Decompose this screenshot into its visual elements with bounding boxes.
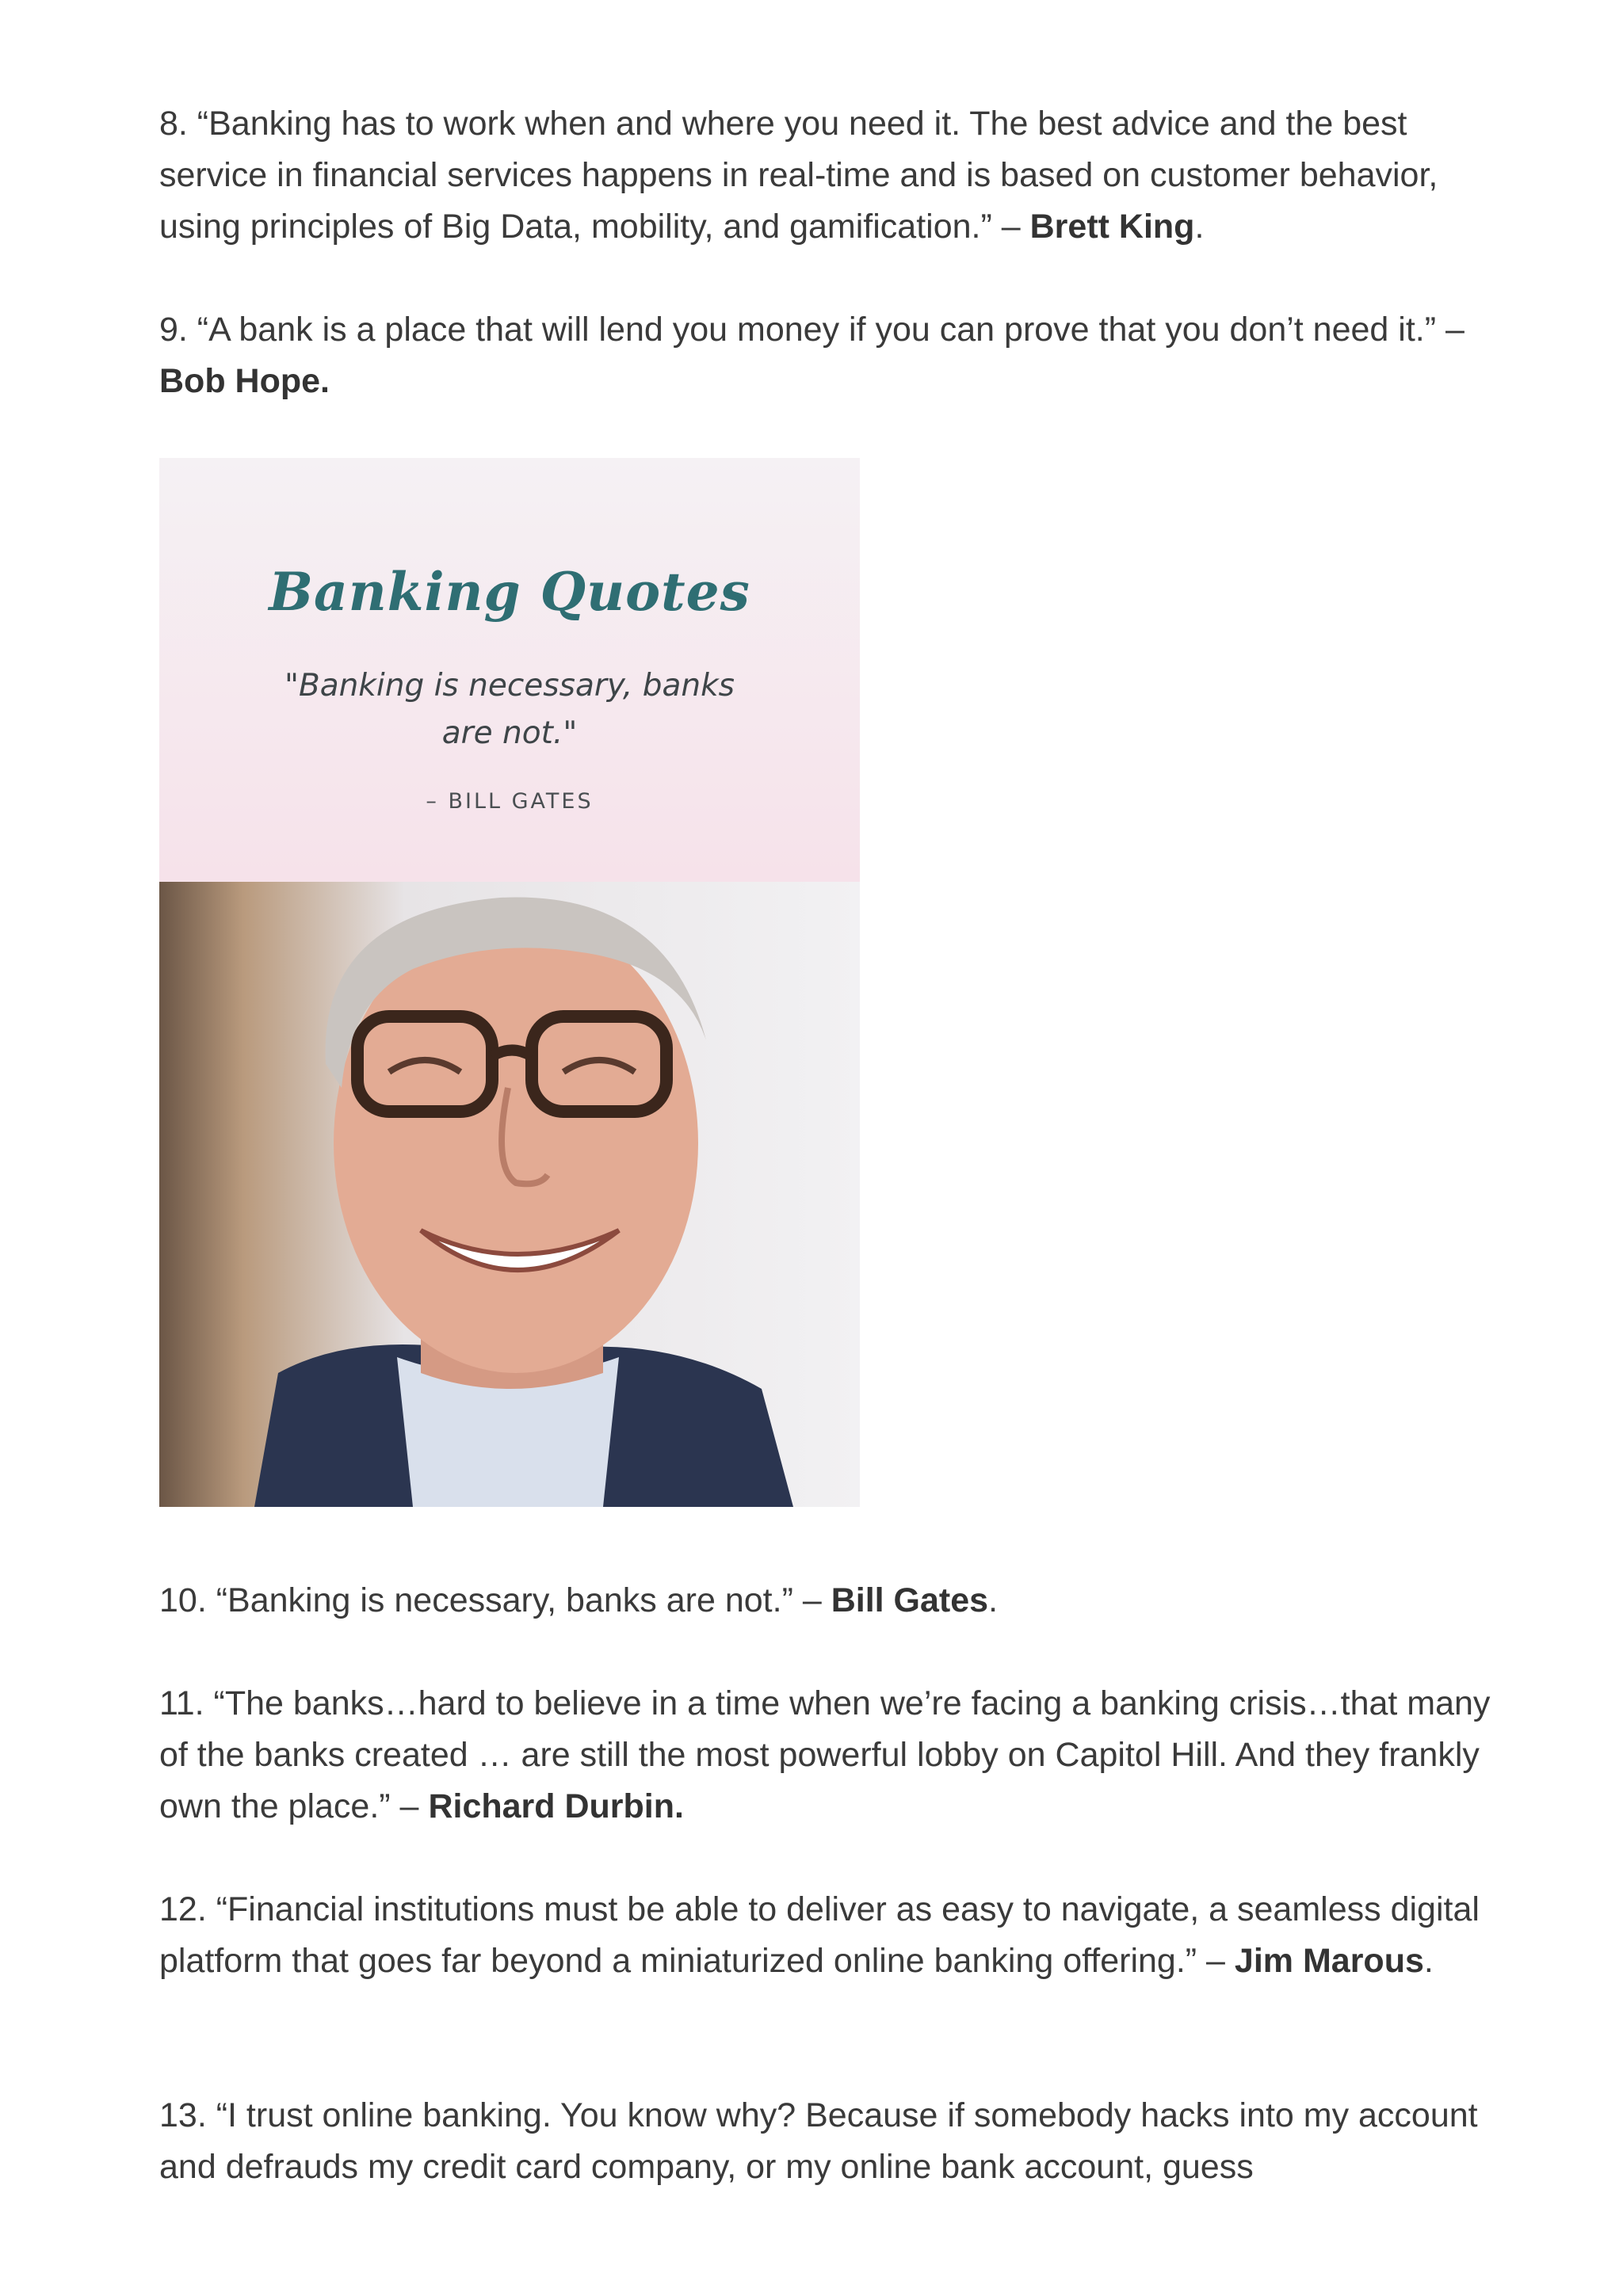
quote-text: 8. “Banking has to work when and where you need it. The best advice and the best service in financial services happens in real-time and is based on customer behavior, using principles of Big Data, mobility, and gamification.” –	[159, 105, 1438, 246]
quote-image-title: Banking Quotes	[269, 561, 750, 623]
quote-paragraph-11	[159, 1678, 1491, 1833]
quote-image-author: – BILL GATES	[426, 789, 594, 814]
portrait-illustration	[159, 882, 860, 1507]
quote-paragraph-10	[159, 1575, 1491, 1627]
quote-text: 10. “Banking is necessary, banks are not.” –	[159, 1581, 831, 1619]
quote-author: Jim Marous	[1234, 1942, 1424, 1980]
quote-paragraph-8	[159, 98, 1491, 253]
quote-image	[159, 458, 860, 1507]
portrait-photo	[159, 882, 860, 1507]
quote-author: Brett King	[1029, 208, 1195, 246]
quote-paragraph-13	[159, 2090, 1491, 2193]
quote-author: Richard Durbin.	[428, 1787, 684, 1825]
quote-author: Bob Hope.	[159, 362, 330, 400]
quote-paragraph-9	[159, 304, 1491, 407]
quote-text: 9. “A bank is a place that will lend you money if you can prove that you don’t need it.” –	[159, 311, 1465, 349]
quote-text: 12. “Financial institutions must be able to deliver as easy to navigate, a seamless digital platform that goes far beyond a miniaturized online banking offering.” –	[159, 1890, 1480, 1980]
quote-text: 11. “The banks…hard to believe in a time when we’re facing a banking crisis…that many of the banks created … are still the most powerful lobby on Capitol Hill. And they frankly own the place.” –	[159, 1684, 1491, 1825]
quote-image-header	[159, 458, 860, 882]
quote-image-quote: "Banking is necessary, banks are not."	[285, 668, 735, 751]
quote-tail: .	[1423, 1942, 1434, 1980]
quote-author: Bill Gates	[831, 1581, 989, 1619]
quote-paragraph-12	[159, 1884, 1491, 1987]
quote-tail: .	[1194, 208, 1205, 246]
quote-text: 13. “I trust online banking. You know why? Because if somebody hacks into my account and defrauds my credit card company, or my online bank account, guess	[159, 2096, 1478, 2186]
quote-tail: .	[988, 1581, 999, 1619]
